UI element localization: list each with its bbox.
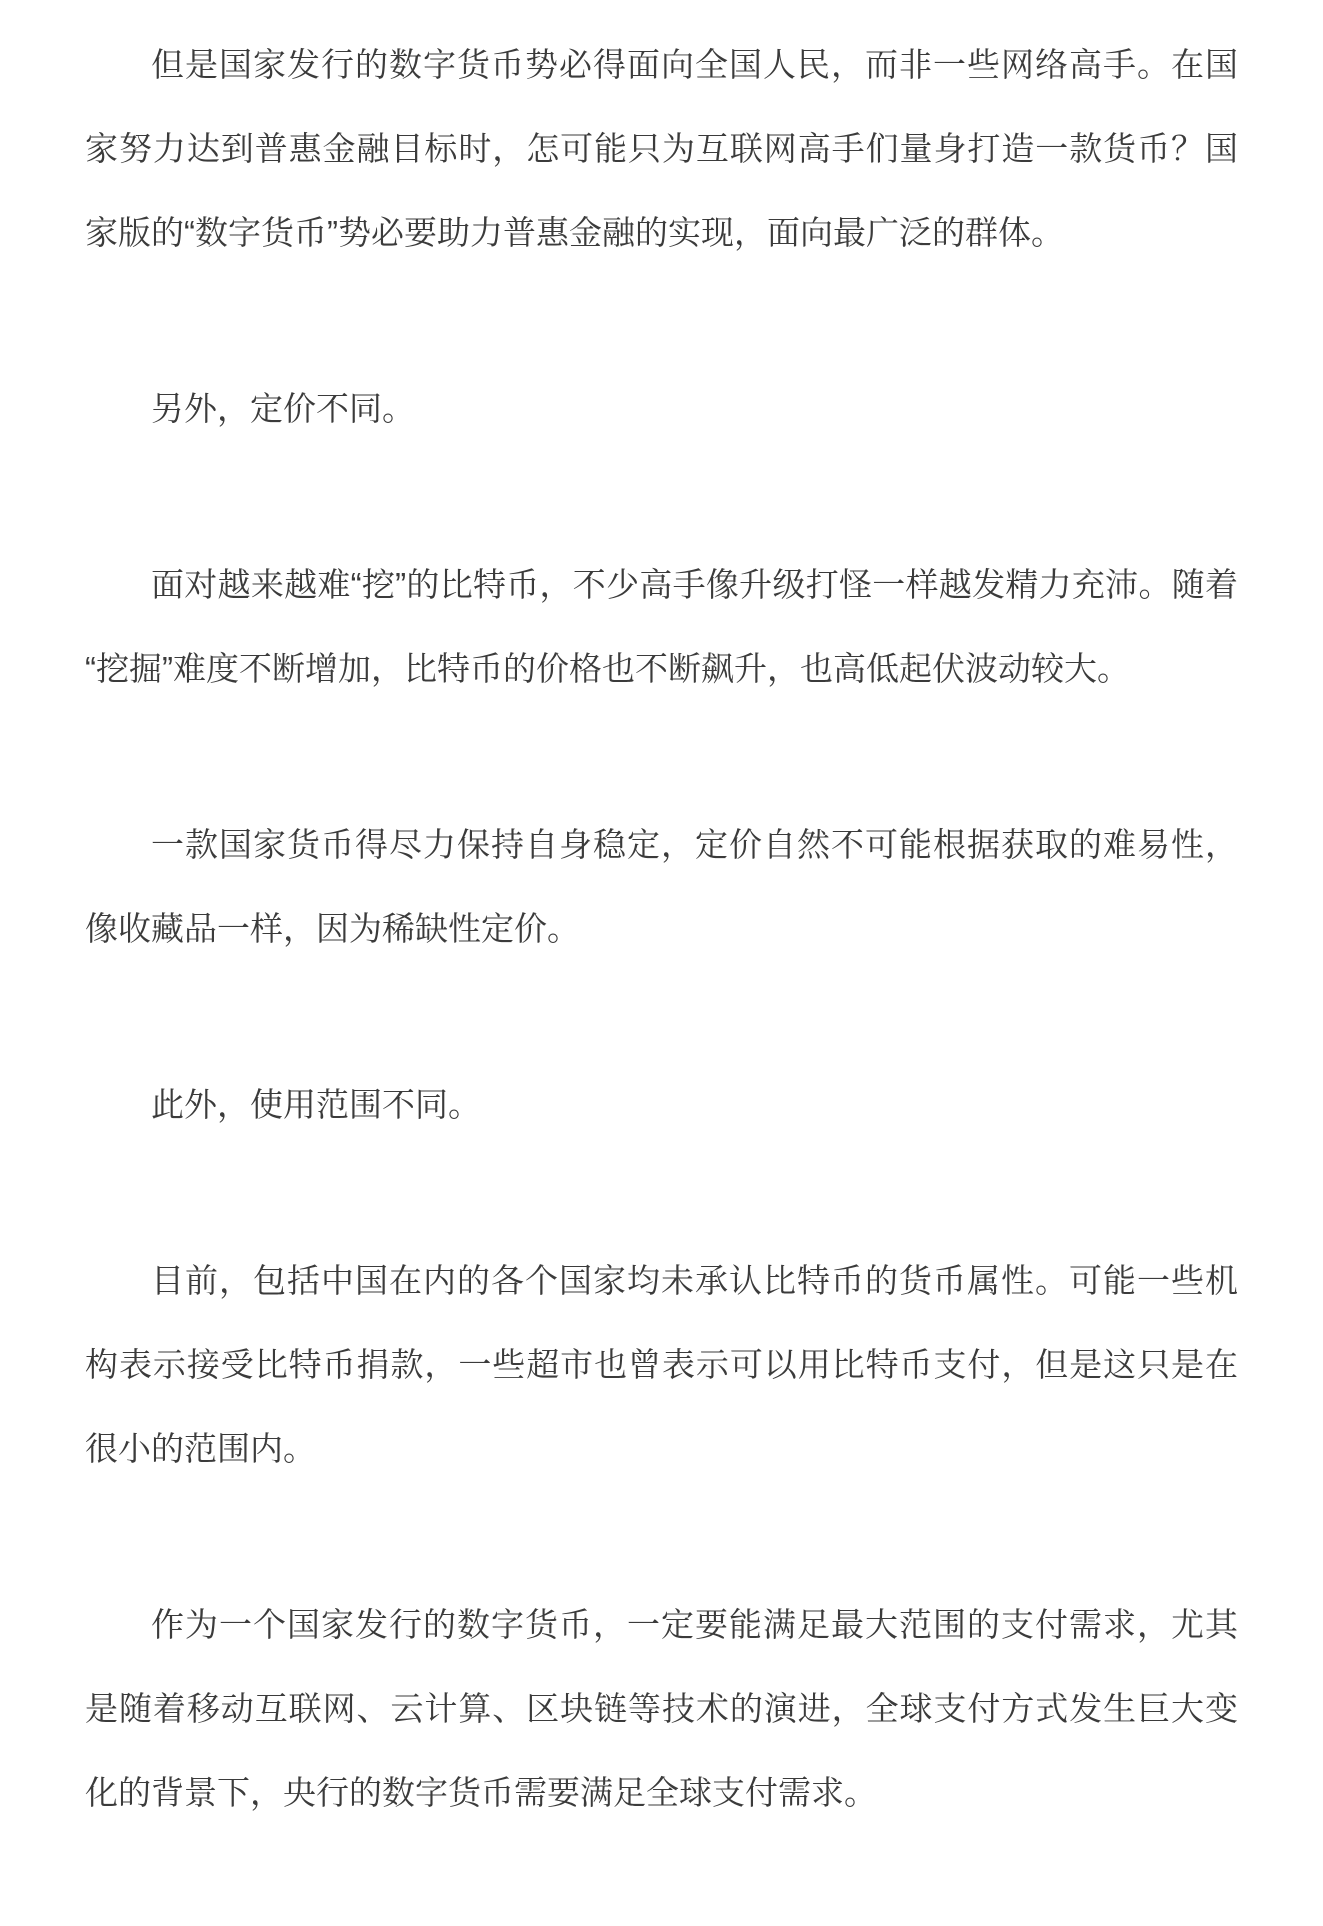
paragraph: 但是国家发行的数字货币势必得面向全国人民，而非一些网络高手。在国家努力达到普惠金融目标时，怎可能只为互联网高手们量身打造一款货币？国家版的“数字货币”势必要助力普惠金融的实现，面向最广泛的群体。	[85, 46, 1238, 251]
paragraph: 目前，包括中国在内的各个国家均未承认比特币的货币属性。可能一些机构表示接受比特币捐款，一些超市也曾表示可以用比特币支付，但是这只是在很小的范围内。	[85, 1262, 1238, 1467]
paragraph: 面对越来越难“挖”的比特币，不少高手像升级打怪一样越发精力充沛。随着“挖掘”难度不断增加，比特币的价格也不断飙升，也高低起伏波动较大。	[85, 566, 1238, 687]
paragraph: 作为一个国家发行的数字货币，一定要能满足最大范围的支付需求，尤其是随着移动互联网、云计算、区块链等技术的演进，全球支付方式发生巨大变化的背景下，央行的数字货币需要满足全球支付需求。	[85, 1606, 1238, 1811]
paragraph: 此外，使用范围不同。	[151, 1086, 481, 1123]
paragraph: 一款国家货币得尽力保持自身稳定，定价自然不可能根据获取的难易性，像收藏品一样，因为稀缺性定价。	[85, 826, 1238, 947]
paragraph: 另外，定价不同。	[151, 390, 415, 427]
